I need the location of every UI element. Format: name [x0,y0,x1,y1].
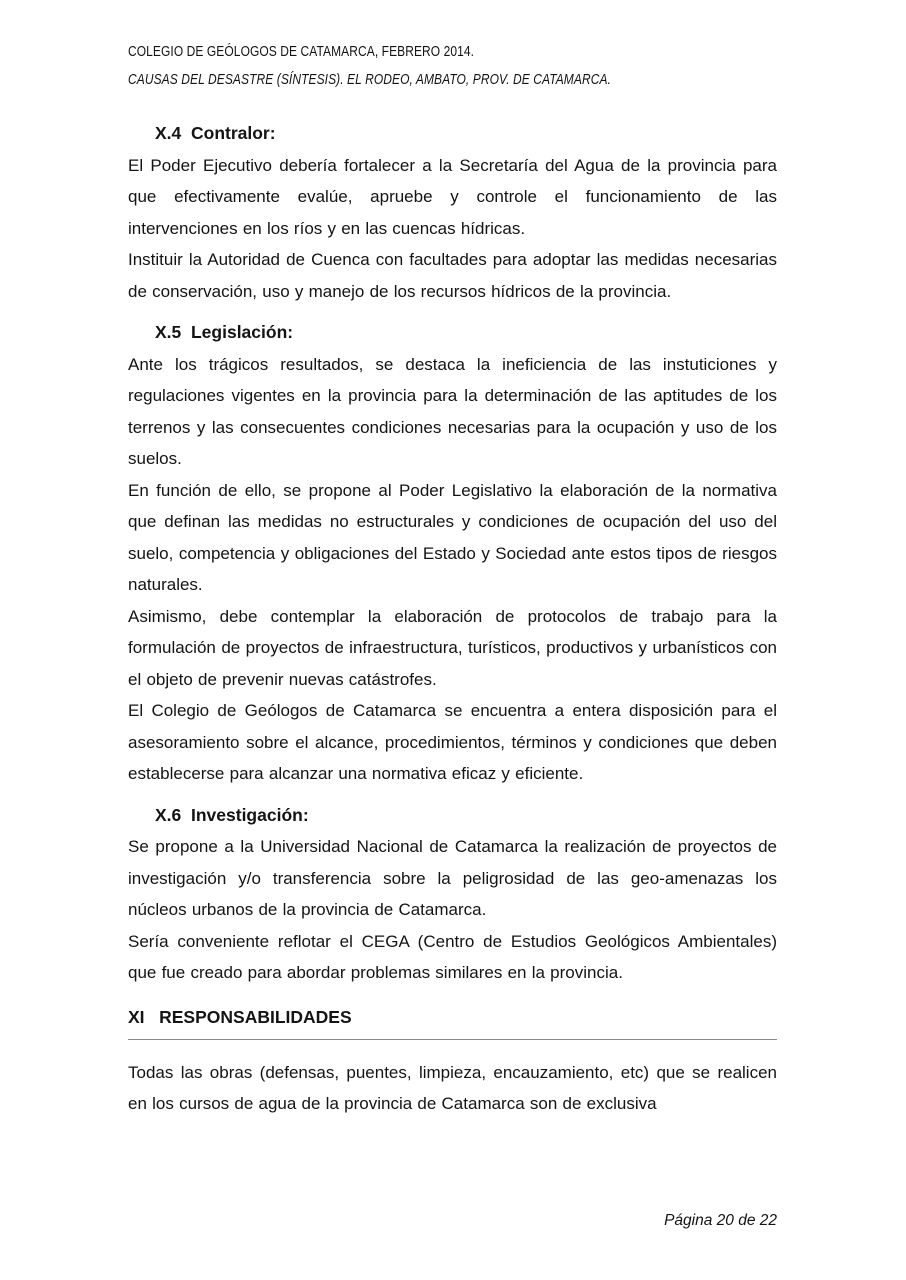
paragraph-x5-2: En función de ello, se propone al Poder Legislativo la elaboración de la normativa que definan las medidas no estructurales y condiciones de ocupación del uso del suelo, competencia y obligaciones del Estado y Sociedad ante estos tipos de riesgos naturales. [128,480,777,594]
section-heading-x4-contralor: X.4 Contralor: [155,123,276,143]
section-heading-x6-investigacion: X.6 Investigación: [155,804,309,825]
header-title: COLEGIO DE GEÓLOGOS DE CATAMARCA, FEBRERO 2014. [128,43,475,60]
document-header [128,38,777,94]
header-subtitle: CAUSAS DEL DESASTRE (SÍNTESIS). EL RODEO, AMBATO, PROV. DE CATAMARCA. [128,71,611,88]
paragraph-x6-1: Se propone a la Universidad Nacional de Catamarca la realización de proyectos de investigación y/o transferencia sobre la peligrosidad de las geo-amenazas los núcleos urbanos de la provincia de Catamarca. [128,837,777,919]
paragraph-xi-1: Todas las obras (defensas, puentes, limpieza, encauzamiento, etc) que se realicen en los cursos de agua de la provincia de Catamarca son de exclusiva [128,1062,777,1113]
paragraph-x5-3: Asimismo, debe contemplar la elaboración de protocolos de trabajo para la formulación de proyectos de infraestructura, turísticos, productivos y urbanísticos con el objeto de prevenir nuevas catástrofes. [128,606,777,689]
section-heading-xi-responsabilidades: XI RESPONSABILIDADES [128,1005,777,1040]
paragraph-x4-2: Instituir la Autoridad de Cuenca con facultades para adoptar las medidas necesarias de conservación, uso y manejo de los recursos hídricos de la provincia. [128,250,777,301]
paragraph-x5-4: El Colegio de Geólogos de Catamarca se encuentra a entera disposición para el asesoramiento sobre el alcance, procedimientos, términos y condiciones que deben establecerse para alcanzar una normativa eficaz y eficiente. [128,701,777,783]
paragraph-x6-2: Sería conveniente reflotar el CEGA (Centro de Estudios Geológicos Ambientales) que fue creado para abordar problemas similares en la provincia. [128,931,777,982]
paragraph-x5-1: Ante los trágicos resultados, se destaca la ineficiencia de las instuticiones y regulaciones vigentes en la provincia para la determinación de las aptitudes de los terrenos y las consecuentes condiciones necesarias para la ocupación y uso de los suelos. [128,354,777,468]
section-heading-x5-legislacion: X.5 Legislación: [155,322,294,342]
page-number: Página 20 de 22 [664,1212,777,1229]
paragraph-x4-1: El Poder Ejecutivo debería fortalecer a la Secretaría del Agua de la provincia para que efectivamente evalúe, apruebe y controle el funcionamiento de las intervenciones en los ríos y en las cuencas hídricas. [128,155,777,238]
